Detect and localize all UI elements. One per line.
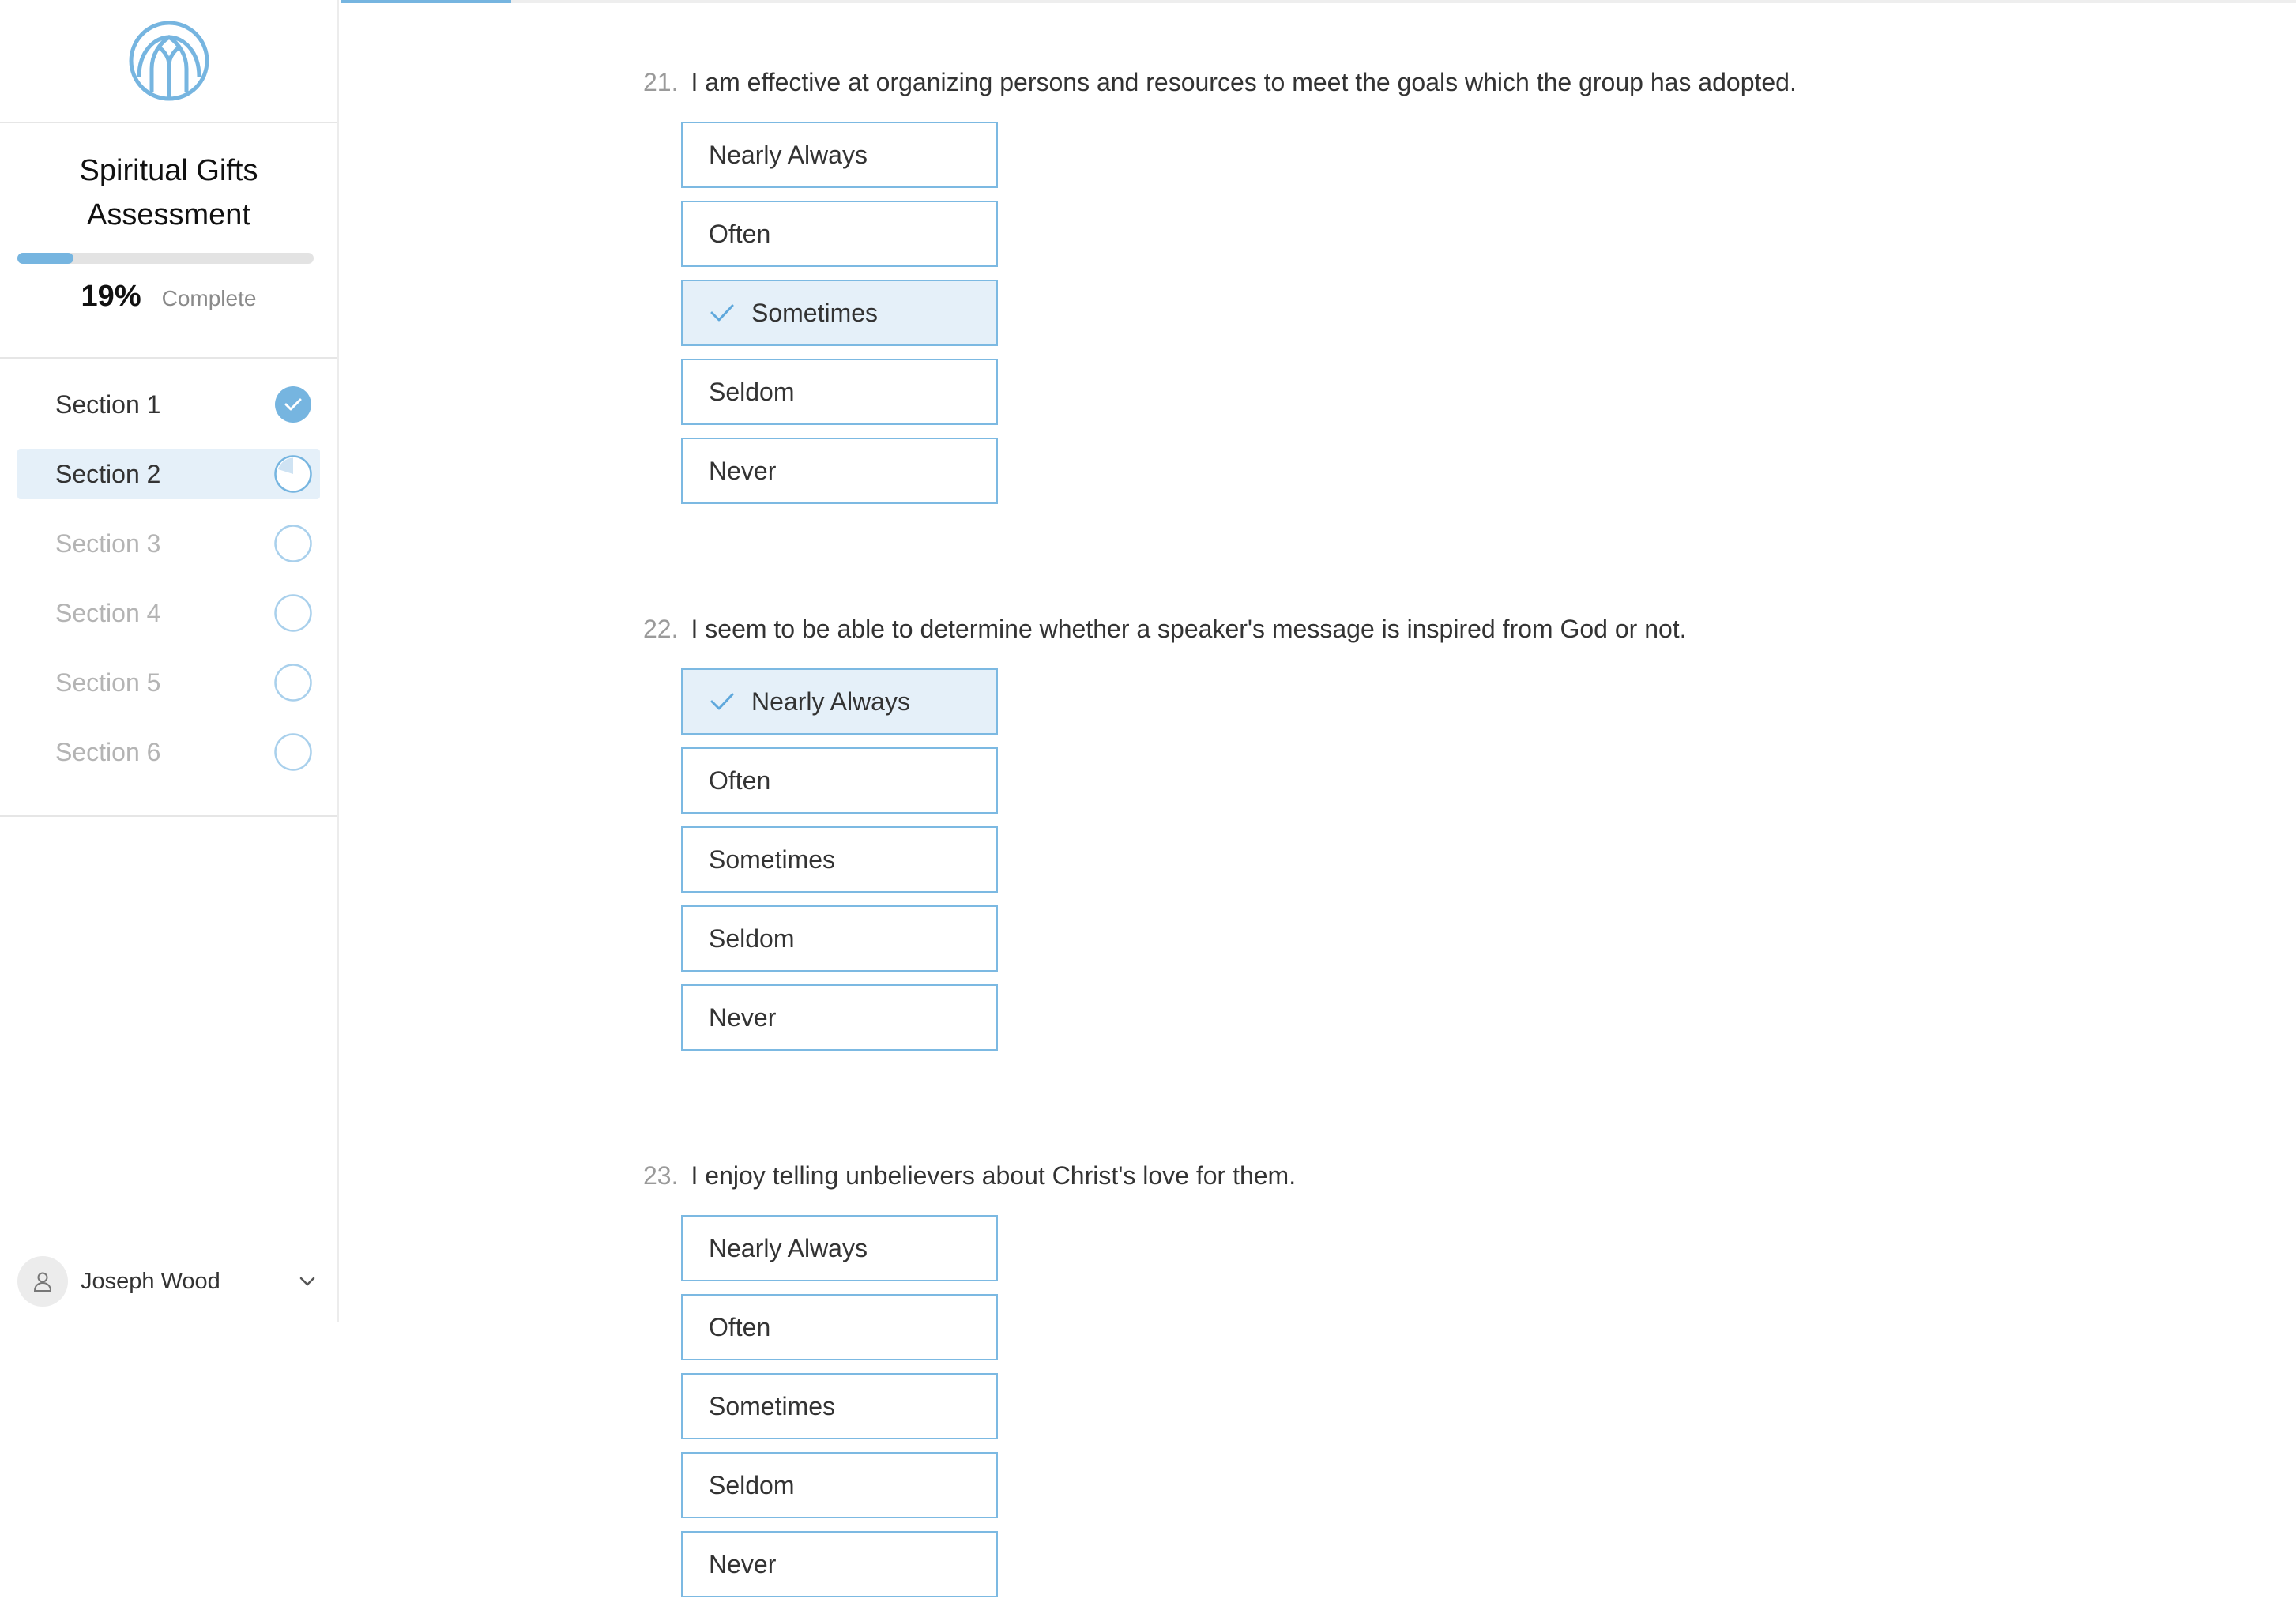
answer-option-seldom[interactable] bbox=[681, 1452, 998, 1518]
answer-option-label: Nearly Always bbox=[709, 140, 868, 169]
answer-option-never[interactable] bbox=[681, 438, 998, 504]
section-label: Section 5 bbox=[55, 668, 161, 697]
progress-label bbox=[17, 280, 320, 314]
answer-option-label: Often bbox=[709, 1312, 771, 1341]
empty-circle-icon bbox=[274, 594, 312, 632]
question-number: 22. bbox=[643, 615, 679, 643]
empty-circle-icon bbox=[274, 733, 312, 771]
question-text bbox=[643, 66, 1797, 98]
answer-option-nearly-always[interactable] bbox=[681, 1215, 998, 1281]
answer-option-label: Never bbox=[709, 456, 777, 485]
answer-option-label: Sometimes bbox=[709, 1391, 836, 1420]
question-21 bbox=[643, 66, 1797, 517]
section-label: Section 6 bbox=[55, 737, 161, 766]
answer-option-never[interactable] bbox=[681, 984, 998, 1051]
main-content bbox=[341, 0, 2296, 1578]
assessment-title: Spiritual Gifts Assessment bbox=[79, 154, 258, 231]
answer-option-often[interactable] bbox=[681, 747, 998, 814]
sidebar bbox=[0, 0, 339, 1322]
answer-option-sometimes[interactable] bbox=[681, 826, 998, 893]
question-number: 23. bbox=[643, 1161, 679, 1190]
question-23 bbox=[643, 1160, 1296, 1610]
answer-option-seldom[interactable] bbox=[681, 905, 998, 972]
avatar bbox=[17, 1256, 68, 1307]
answer-option-nearly-always[interactable] bbox=[681, 122, 998, 188]
answer-option-nearly-always[interactable] bbox=[681, 668, 998, 735]
answer-option-label: Never bbox=[709, 1549, 777, 1578]
checkmark-icon bbox=[709, 688, 736, 715]
answer-options bbox=[681, 122, 1797, 504]
check-circle-icon bbox=[274, 386, 312, 423]
section-label: Section 4 bbox=[55, 598, 161, 627]
answer-option-sometimes[interactable] bbox=[681, 280, 998, 346]
assessment-summary bbox=[0, 123, 337, 359]
answer-option-label: Nearly Always bbox=[751, 687, 910, 716]
sidebar-item-section-5[interactable] bbox=[17, 657, 320, 708]
answer-option-never[interactable] bbox=[681, 1531, 998, 1597]
sidebar-item-section-1[interactable] bbox=[17, 379, 320, 430]
progress-percent: 19% bbox=[81, 280, 141, 313]
progress-complete-label: Complete bbox=[161, 286, 257, 310]
question-body: I am effective at organizing persons and resources to meet the goals which the group has adopted. bbox=[691, 68, 1797, 96]
sidebar-item-section-4[interactable] bbox=[17, 588, 320, 638]
sidebar-item-section-6[interactable] bbox=[17, 727, 320, 777]
answer-option-label: Seldom bbox=[709, 923, 795, 953]
answer-option-sometimes[interactable] bbox=[681, 1373, 998, 1439]
checkmark-icon bbox=[709, 299, 736, 326]
answer-option-label: Sometimes bbox=[709, 844, 836, 874]
answer-option-label: Often bbox=[709, 766, 771, 795]
logo-icon bbox=[128, 20, 210, 102]
question-text bbox=[643, 1160, 1296, 1191]
answer-options bbox=[681, 668, 1687, 1051]
logo-area bbox=[0, 0, 337, 123]
user-name: Joseph Wood bbox=[81, 1268, 220, 1294]
empty-circle-icon bbox=[274, 525, 312, 562]
user-icon bbox=[31, 1270, 55, 1293]
question-number: 21. bbox=[643, 68, 679, 96]
section-label: Section 1 bbox=[55, 389, 161, 419]
answer-option-label: Often bbox=[709, 219, 771, 248]
section-list bbox=[0, 359, 337, 817]
question-text bbox=[643, 613, 1687, 645]
question-22 bbox=[643, 613, 1687, 1063]
sidebar-item-section-3[interactable] bbox=[17, 518, 320, 569]
question-body: I seem to be able to determine whether a speaker's message is inspired from God or not. bbox=[691, 615, 1687, 643]
question-body: I enjoy telling unbelievers about Christ's love for them. bbox=[691, 1161, 1297, 1190]
answer-option-seldom[interactable] bbox=[681, 359, 998, 425]
empty-circle-icon bbox=[274, 664, 312, 702]
answer-option-label: Seldom bbox=[709, 1470, 795, 1499]
answer-option-often[interactable] bbox=[681, 201, 998, 267]
section-label: Section 3 bbox=[55, 529, 161, 558]
answer-option-label: Seldom bbox=[709, 377, 795, 406]
answer-option-label: Nearly Always bbox=[709, 1233, 868, 1262]
top-progress-bar bbox=[341, 0, 2296, 3]
answer-option-label: Never bbox=[709, 1002, 777, 1032]
answer-option-often[interactable] bbox=[681, 1294, 998, 1360]
chevron-down-icon[interactable] bbox=[293, 1267, 322, 1296]
top-progress-fill bbox=[341, 0, 511, 3]
answer-options bbox=[681, 1215, 1296, 1597]
user-menu[interactable] bbox=[17, 1250, 322, 1313]
progress-circle-icon bbox=[274, 455, 312, 493]
answer-option-label: Sometimes bbox=[751, 298, 879, 327]
section-label: Section 2 bbox=[55, 459, 161, 488]
sidebar-progress-bar bbox=[17, 253, 314, 264]
sidebar-progress-fill bbox=[17, 253, 73, 264]
sidebar-item-section-2[interactable] bbox=[17, 449, 320, 499]
